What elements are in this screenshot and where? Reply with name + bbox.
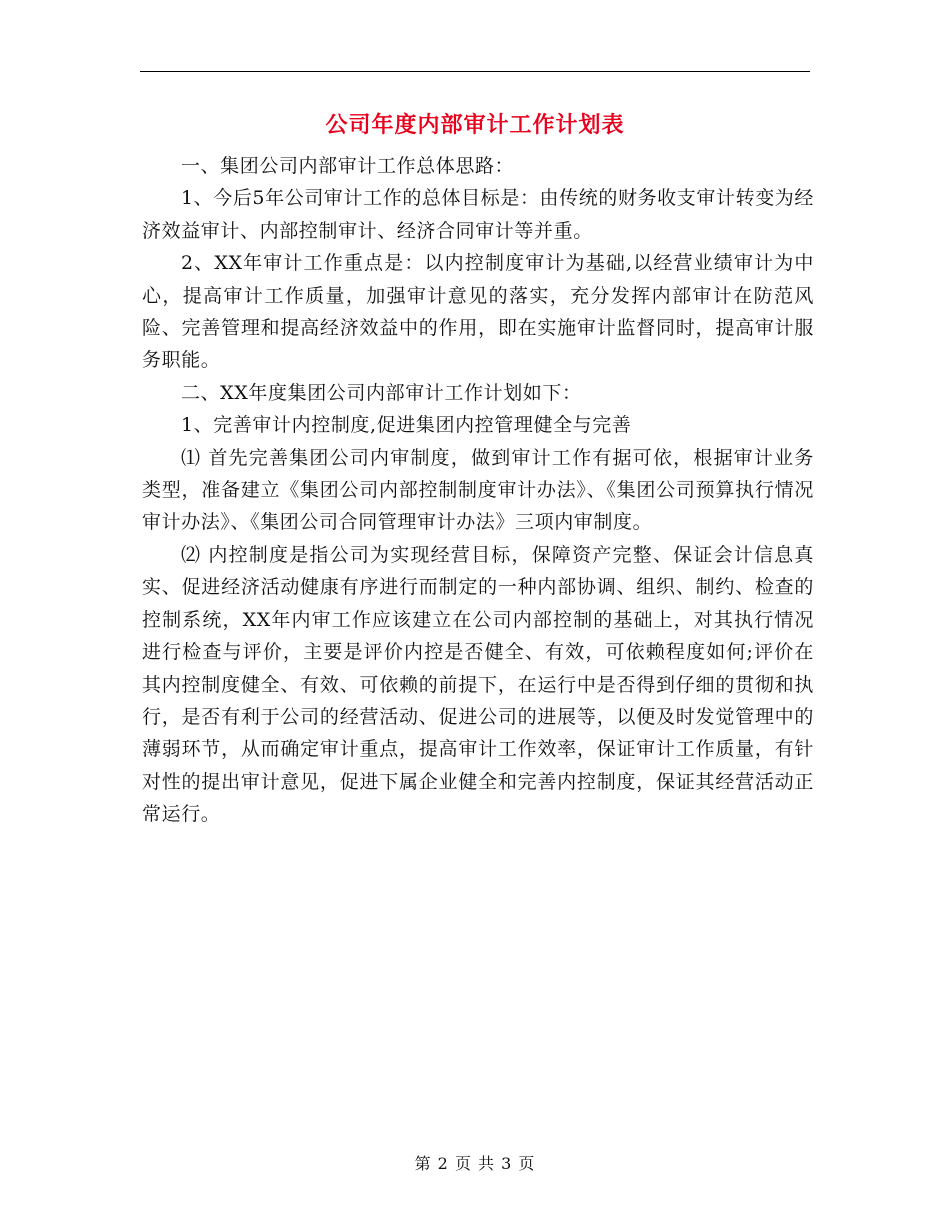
paragraph-item-1: ⑴ 首先完善集团公司内审制度，做到审计工作有据可依，根据审计业务类型，准备建立《集团公司内部控制制度审计办法》、《集团公司预算执行情况审计办法》、《集团公司合同管理审计办法》三项内审制度。 xyxy=(142,446,814,534)
paragraph-overall-goal: 1、今后5年公司审计工作的总体目标是：由传统的财务收支审计转变为经济效益审计、内部控制审计、经济合同审计等并重。 xyxy=(142,187,814,242)
section-heading-1: 一、集团公司内部审计工作总体思路： xyxy=(180,155,515,177)
document-body xyxy=(142,150,814,831)
subheading-internal-control: 1、完善审计内控制度,促进集团内控管理健全与完善 xyxy=(180,414,632,437)
header-rule xyxy=(140,71,810,72)
paragraph-item-2: ⑵ 内控制度是指公司为实现经营目标，保障资产完整、保证会计信息真实、促进经济活动健康有序进行而制定的一种内部协调、组织、制约、检查的控制系统，XX年内审工作应该建立在公司内部控制的基础上，对其执行情况进行检查与评价，主要是评价内控是否健全、有效，可依赖程度如何;评价在其内控制度健全、有效、可依赖的前提下，在运行中是否得到仔细的贯彻和执行，是否有利于公司的经营活动、促进公司的进展等，以便及时发觉管理中的薄弱环节，从而确定审计重点，提高审计工作效率，保证审计工作质量，有针对性的提出审计意见，促进下属企业健全和完善内控制度，保证其经营活动正常运行。 xyxy=(142,543,814,826)
paragraph-audit-focus: 2、XX年审计工作重点是：以内控制度审计为基础,以经营业绩审计为中心，提高审计工作质量，加强审计意见的落实，充分发挥内部审计在防范风险、完善管理和提高经济效益中的作用，即在实施审计监督同时，提高审计服务职能。 xyxy=(142,252,814,372)
document-title: 公司年度内部审计工作计划表 xyxy=(325,113,625,138)
section-heading-2: 二、XX年度集团公司内部审计工作计划如下： xyxy=(180,381,582,404)
page-number: 第 2 页 共 3 页 xyxy=(414,1154,536,1173)
